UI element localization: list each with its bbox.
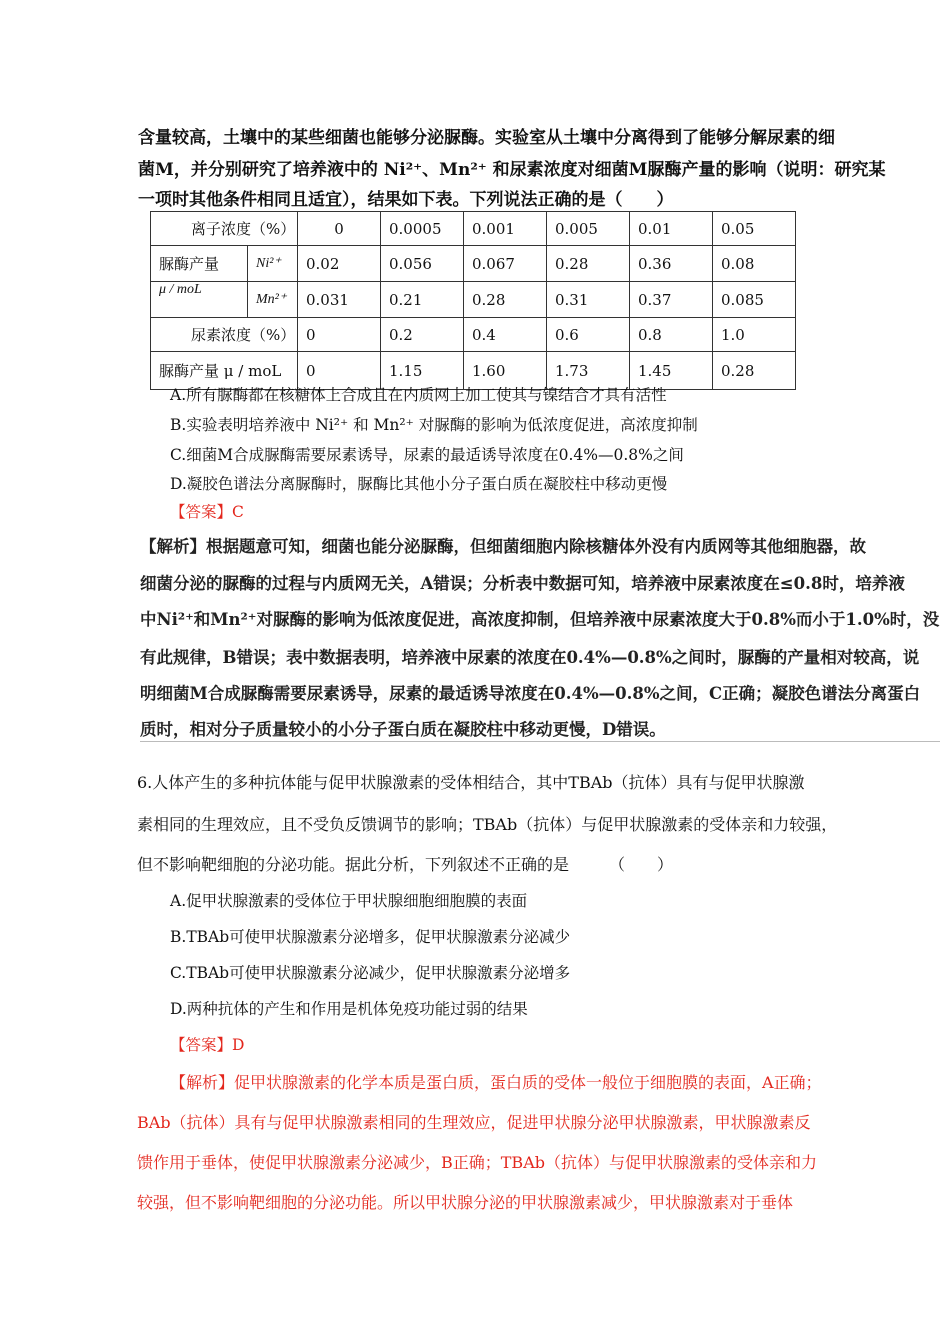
q6-explanation-line-2: BAb（抗体）具有与促甲状腺激素相同的生理效应，促进甲状腺分泌甲状腺激素，甲状腺激素反 <box>137 1113 811 1132</box>
table-cell: 0 <box>298 212 381 246</box>
q6-option-a: A.促甲状腺激素的受体位于甲状腺细胞细胞膜的表面 <box>170 892 528 910</box>
table-cell: 0.067 <box>464 246 547 282</box>
table-cell: 1.60 <box>464 352 547 390</box>
q6-answer <box>170 1033 244 1055</box>
answer-value: C <box>232 503 244 521</box>
divider <box>140 741 940 742</box>
q6-option-d: D.两种抗体的产生和作用是机体免疫功能过弱的结果 <box>170 1000 528 1018</box>
q6-stem-line-1: 6.人体产生的多种抗体能与促甲状腺激素的受体相结合，其中TBAb（抗体）具有与促甲状腺激 <box>137 773 805 792</box>
table-cell: 0.085 <box>713 282 796 318</box>
q6-option-b: B.TBAb可使甲状腺激素分泌增多，促甲状腺激素分泌减少 <box>170 928 571 946</box>
q6-explanation-line-1: 【解析】促甲状腺激素的化学本质是蛋白质，蛋白质的受体一般位于细胞膜的表面，A正确； <box>170 1073 822 1092</box>
table-cell: 0.6 <box>547 318 630 352</box>
q5-answer <box>170 500 244 522</box>
urea-concentration-header: 尿素浓度（%） <box>151 318 298 352</box>
table-cell: 0.28 <box>547 246 630 282</box>
q5-option-c: C.细菌M合成脲酶需要尿素诱导，尿素的最适诱导浓度在0.4%—0.8%之间 <box>170 446 684 464</box>
table-cell: 0.05 <box>713 212 796 246</box>
q5-explanation-line-1: 【解析】根据题意可知，细菌也能分泌脲酶，但细菌细胞内除核糖体外没有内质网等其他细胞器，故 <box>140 537 866 556</box>
table-cell: 0.01 <box>630 212 713 246</box>
urease-data-table <box>150 211 796 390</box>
table-cell: 0.28 <box>464 282 547 318</box>
table-row <box>151 246 796 282</box>
table-cell: 1.15 <box>381 352 464 390</box>
table-cell: 1.73 <box>547 352 630 390</box>
table-cell: 0.4 <box>464 318 547 352</box>
table-cell: 1.45 <box>630 352 713 390</box>
ni-yield-label-cell <box>151 246 298 282</box>
urea-yield-label: 脲酶产量 μ / moL <box>151 352 298 390</box>
table-cell: 1.0 <box>713 318 796 352</box>
q5-stem-line-1: 含量较高，土壤中的某些细菌也能够分泌脲酶。实验室从土壤中分离得到了能够分解尿素的细 <box>138 128 835 148</box>
q5-stem-line-2: 菌M，并分别研究了培养液中的 Ni²⁺、Mn²⁺ 和尿素浓度对细菌M脲酶产量的影响（说明：研究某 <box>138 160 886 180</box>
q6-option-c: C.TBAb可使甲状腺激素分泌减少，促甲状腺激素分泌增多 <box>170 964 571 982</box>
table-cell: 0.031 <box>298 282 381 318</box>
q5-option-d: D.凝胶色谱法分离脲酶时，脲酶比其他小分子蛋白质在凝胶柱中移动更慢 <box>170 475 668 493</box>
table-cell: 0.02 <box>298 246 381 282</box>
table-row <box>151 318 796 352</box>
q5-option-b: B.实验表明培养液中 Ni²⁺ 和 Mn²⁺ 对脲酶的影响为低浓度促进，高浓度抑制 <box>170 416 698 434</box>
ion-concentration-header: 离子浓度（%） <box>151 212 298 246</box>
table-cell: 0.28 <box>713 352 796 390</box>
yield-unit: μ / moL <box>151 282 248 317</box>
q6-explanation-line-3: 馈作用于垂体，使促甲状腺激素分泌减少，B正确；TBAb（抗体）与促甲状腺激素的受体亲和力 <box>137 1153 817 1172</box>
table-cell: 0.08 <box>713 246 796 282</box>
q5-option-a: A.所有脲酶都在核糖体上合成且在内质网上加工使其与镍结合才具有活性 <box>170 386 667 404</box>
table-cell: 0 <box>298 318 381 352</box>
q5-explanation-line-5: 明细菌M合成脲酶需要尿素诱导，尿素的最适诱导浓度在0.4%—0.8%之间，C正确；凝胶色谱法分离蛋白 <box>140 684 921 703</box>
q6-stem-line-3: 但不影响靶细胞的分泌功能。据此分析，下列叙述不正确的是 （ ） <box>137 855 674 874</box>
q5-explanation-line-4: 有此规律，B错误；表中数据表明，培养液中尿素的浓度在0.4%—0.8%之间时，脲酶的产量相对较高，说 <box>140 648 920 667</box>
table-row <box>151 282 796 318</box>
table-cell: 0.0005 <box>381 212 464 246</box>
table-cell: 0.36 <box>630 246 713 282</box>
q6-explanation-line-4: 较强，但不影响靶细胞的分泌功能。所以甲状腺分泌的甲状腺激素减少，甲状腺激素对于垂体 <box>137 1193 794 1212</box>
table-cell: 0 <box>298 352 381 390</box>
ni-label: Ni²⁺ <box>256 256 281 271</box>
q5-explanation-line-3: 中Ni²⁺和Mn²⁺对脲酶的影响为低浓度促进，高浓度抑制，但培养液中尿素浓度大于0.8%而小于1.0%时，没 <box>140 610 940 629</box>
table-cell: 0.001 <box>464 212 547 246</box>
q6-stem-line-2: 素相同的生理效应，且不受负反馈调节的影响；TBAb（抗体）与促甲状腺激素的受体亲和力较强， <box>137 815 838 834</box>
table-cell: 0.31 <box>547 282 630 318</box>
table-cell: 0.8 <box>630 318 713 352</box>
yield-label: 脲酶产量 <box>151 246 248 281</box>
table-cell: 0.005 <box>547 212 630 246</box>
mn-label: Mn²⁺ <box>256 292 287 307</box>
table-cell: 0.21 <box>381 282 464 318</box>
q5-stem-line-3: 一项时其他条件相同且适宜），结果如下表。下列说法正确的是（ ） <box>138 190 674 210</box>
table-cell: 0.2 <box>381 318 464 352</box>
answer-tag: 【答案】 <box>170 1036 233 1054</box>
answer-tag: 【答案】 <box>170 503 233 521</box>
table-cell: 0.37 <box>630 282 713 318</box>
table-cell: 0.056 <box>381 246 464 282</box>
q5-explanation-line-6: 质时，相对分子质量较小的小分子蛋白质在凝胶柱中移动更慢，D错误。 <box>140 720 666 739</box>
answer-value: D <box>232 1036 245 1054</box>
mn-yield-label-cell <box>151 282 298 318</box>
q5-explanation-line-2: 细菌分泌的脲酶的过程与内质网无关，A错误；分析表中数据可知，培养液中尿素浓度在≤0.8时，培养液 <box>140 574 905 593</box>
table-row <box>151 212 796 246</box>
